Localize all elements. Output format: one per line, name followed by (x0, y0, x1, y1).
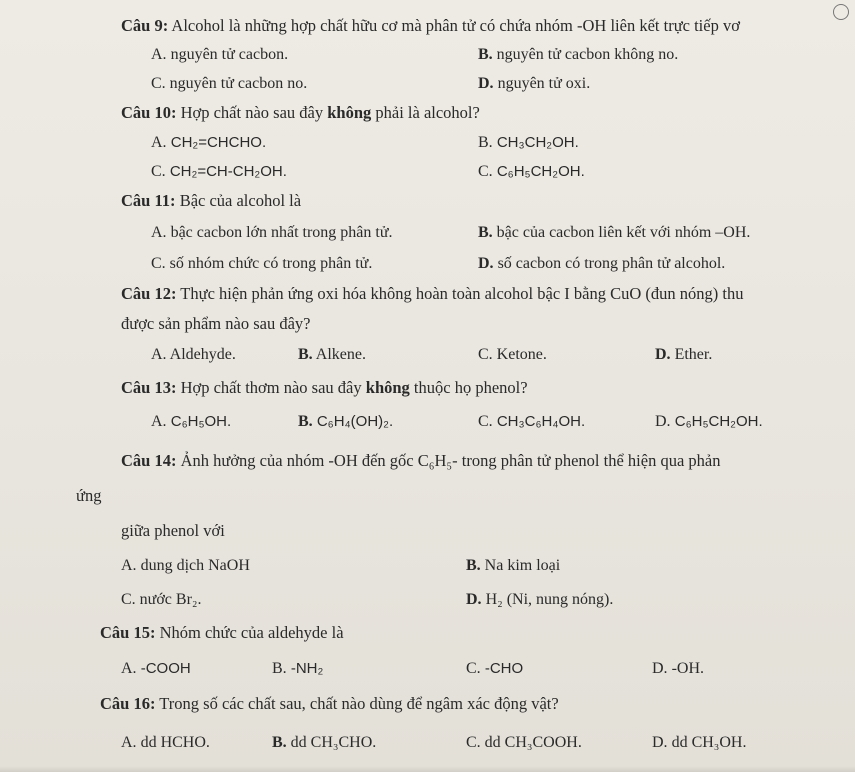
option-text: Aldehyde. (166, 346, 236, 363)
question-14 (121, 451, 720, 471)
option-text: C₆H₅CH₂OH. (670, 413, 763, 430)
question-text: Hợp chất thơm nào sau đây (176, 378, 366, 397)
q13-option-d[interactable] (655, 412, 763, 432)
q14-option-c[interactable] (121, 590, 201, 610)
q12-option-d[interactable] (655, 345, 712, 365)
option-text: -CHO (480, 660, 524, 677)
option-label: D. (655, 346, 671, 363)
question-15 (100, 623, 344, 643)
option-label: D. (652, 660, 668, 677)
option-label: B. (298, 346, 313, 363)
option-text: dd CH₃CHO. (286, 734, 377, 751)
option-label: A. (151, 413, 167, 430)
option-text: bậc cacbon lớn nhất trong phân tử. (166, 224, 393, 241)
q9-option-d[interactable] (478, 74, 590, 94)
option-label: A. (121, 734, 137, 751)
question-label: Câu 9: (121, 16, 169, 35)
option-text: -OH. (667, 660, 704, 677)
option-label: D. (478, 255, 494, 272)
option-text: dd HCHO. (136, 734, 210, 751)
option-label: D. (466, 591, 482, 608)
question-text: Ảnh hưởng của nhóm -OH đến gốc C₆H₅- trong phân tử phenol thể hiện qua phản (176, 451, 721, 470)
q12-option-b[interactable] (298, 345, 366, 365)
question-13 (121, 378, 528, 398)
option-text: bậc của cacbon liên kết với nhóm –OH. (492, 224, 751, 241)
option-label: C. (151, 255, 166, 272)
q10-option-a[interactable] (151, 133, 266, 153)
q15-option-c[interactable] (466, 659, 523, 679)
option-text: CH₃CH₂OH. (492, 134, 579, 151)
q10-option-c[interactable] (151, 162, 287, 182)
q11-option-d[interactable] (478, 254, 725, 274)
option-label: C. (121, 591, 136, 608)
option-label: A. (151, 224, 167, 241)
question-12-continued (121, 314, 310, 334)
question-label: Câu 12: (121, 284, 177, 303)
question-text: Hợp chất nào sau đây (176, 103, 328, 122)
q11-option-a[interactable] (151, 223, 393, 243)
q10-option-b[interactable] (478, 133, 579, 153)
q11-option-b[interactable] (478, 223, 750, 243)
option-label: B. (478, 134, 493, 151)
question-11 (121, 191, 301, 211)
option-label: B. (272, 734, 287, 751)
option-text: số nhóm chức có trong phân tử. (165, 255, 373, 272)
option-label: A. (121, 557, 137, 574)
q12-option-c[interactable] (478, 345, 547, 365)
q14-option-a[interactable] (121, 556, 250, 576)
question-label: Câu 13: (121, 378, 177, 397)
option-text: Na kim loại (480, 557, 561, 574)
option-text: CH₂=CH-CH₂OH. (165, 163, 287, 180)
option-label: B. (298, 413, 313, 430)
question-text: Thực hiện phản ứng oxi hóa không hoàn toàn alcohol bậc I bằng CuO (đun nóng) thu (176, 284, 744, 303)
question-16 (100, 694, 559, 714)
option-text: C₆H₅CH₂OH. (492, 163, 585, 180)
question-10 (121, 103, 480, 123)
q15-option-b[interactable] (272, 659, 323, 679)
q9-option-a[interactable] (151, 45, 288, 65)
option-text: nước Br₂. (135, 591, 202, 608)
option-text: -COOH (136, 660, 191, 677)
option-label: D. (655, 413, 671, 430)
question-14-continued-2 (121, 521, 225, 541)
option-text: H₂ (Ni, nung nóng). (481, 591, 614, 608)
question-12 (121, 284, 743, 304)
option-label: A. (121, 660, 137, 677)
option-label: C. (151, 163, 166, 180)
q13-option-c[interactable] (478, 412, 585, 432)
option-text: Ether. (670, 346, 713, 363)
q14-option-d[interactable] (466, 590, 613, 610)
option-text: dd CH₃OH. (667, 734, 747, 751)
question-text: Alcohol là những hợp chất hữu cơ mà phân tử có chứa nhóm -OH liên kết trực tiếp vơ (168, 16, 740, 35)
question-14-continued (76, 486, 101, 506)
question-label: Câu 15: (100, 623, 156, 642)
option-label: C. (478, 163, 493, 180)
q16-option-c[interactable] (466, 733, 582, 753)
option-text: Alkene. (312, 346, 366, 363)
question-text: được sản phẩm nào sau đây? (121, 314, 311, 333)
option-text: C₆H₅OH. (166, 413, 232, 430)
option-label: C. (478, 346, 493, 363)
option-text: nguyên tử cacbon không no. (492, 46, 679, 63)
q16-option-b[interactable] (272, 733, 376, 753)
option-text: Ketone. (492, 346, 547, 363)
option-label: B. (478, 224, 493, 241)
option-text: nguyên tử cacbon. (166, 46, 289, 63)
option-text: CH₃C₆H₄OH. (492, 413, 586, 430)
option-label: A. (151, 134, 167, 151)
q11-option-c[interactable] (151, 254, 372, 274)
option-label: B. (466, 557, 481, 574)
option-label: C. (466, 734, 481, 751)
option-label: D. (478, 75, 494, 92)
option-text: CH₂=CHCHO. (166, 134, 267, 151)
q16-option-a[interactable] (121, 733, 210, 753)
question-text: Trong số các chất sau, chất nào dùng để ngâm xác động vật? (155, 694, 559, 713)
option-label: A. (151, 346, 167, 363)
question-text: ứng (76, 486, 102, 505)
question-text: Bậc của alcohol là (175, 191, 302, 210)
q15-option-a[interactable] (121, 659, 191, 679)
option-label: B. (272, 660, 287, 677)
option-text: -NH₂ (286, 660, 324, 677)
question-emphasis: không (365, 378, 410, 397)
q12-option-a[interactable] (151, 345, 236, 365)
option-label: C. (478, 413, 493, 430)
q9-option-c[interactable] (151, 74, 307, 94)
q10-option-d[interactable] (478, 162, 585, 182)
q13-option-a[interactable] (151, 412, 231, 432)
option-text: dung dịch NaOH (136, 557, 250, 574)
q15-option-d[interactable] (652, 659, 704, 679)
question-text: giữa phenol với (121, 521, 225, 540)
circle-icon (833, 4, 849, 20)
q9-option-b[interactable] (478, 45, 678, 65)
option-label: D. (652, 734, 668, 751)
q16-option-d[interactable] (652, 733, 746, 753)
question-text-end: phải là alcohol? (371, 103, 480, 122)
option-text: nguyên tử oxi. (493, 75, 591, 92)
option-text: dd CH₃COOH. (480, 734, 582, 751)
option-text: C₆H₄(OH)₂. (312, 413, 394, 430)
option-text: số cacbon có trong phân tử alcohol. (493, 255, 726, 272)
q13-option-b[interactable] (298, 412, 393, 432)
question-emphasis: không (327, 103, 372, 122)
question-9 (121, 16, 740, 36)
page-edge-shadow (0, 766, 855, 772)
option-text: nguyên tử cacbon no. (165, 75, 308, 92)
option-label: C. (466, 660, 481, 677)
q14-option-b[interactable] (466, 556, 560, 576)
question-text: Nhóm chức của aldehyde là (155, 623, 344, 642)
option-label: C. (151, 75, 166, 92)
question-label: Câu 11: (121, 191, 176, 210)
question-text-end: thuộc họ phenol? (409, 378, 528, 397)
option-label: B. (478, 46, 493, 63)
option-label: A. (151, 46, 167, 63)
question-label: Câu 16: (100, 694, 156, 713)
question-label: Câu 14: (121, 451, 177, 470)
question-label: Câu 10: (121, 103, 177, 122)
